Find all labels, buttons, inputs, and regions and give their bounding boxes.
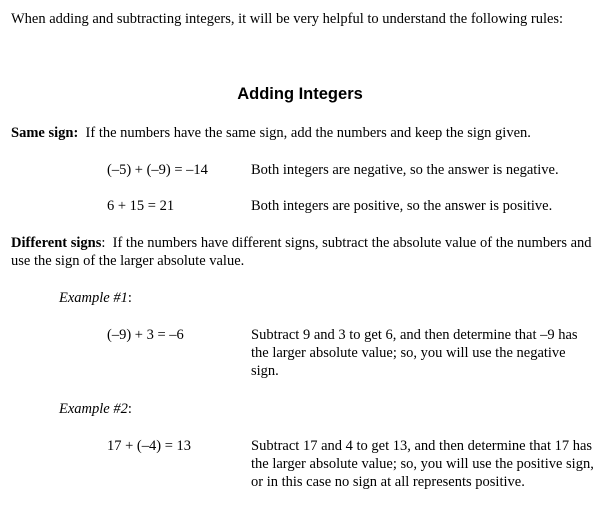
- example-2-explanation: Subtract 17 and 4 to get 13, and then determine that 17 has the larger absolute value; so, you will use the positive sign, or in this case no sign at all represents positive.: [251, 438, 594, 490]
- same-sign-explanation-2: Both integers are positive, so the answer is positive.: [251, 198, 553, 214]
- example-2-label: Example #2:: [59, 401, 132, 417]
- different-signs-rule: Different signs: If the numbers have different signs, subtract the absolute value of the numbers and use the sign of the larger absolute value.: [11, 235, 592, 269]
- different-signs-label: Different signs: [11, 235, 102, 251]
- same-sign-rule: [11, 124, 601, 142]
- same-sign-equation-1: (–5) + (–9) = –14: [107, 162, 208, 178]
- example-1-equation: (–9) + 3 = –6: [107, 327, 184, 343]
- section-heading: Adding Integers: [237, 85, 363, 103]
- intro-paragraph: When adding and subtracting integers, it will be very helpful to understand the following rules:: [11, 11, 564, 27]
- same-sign-text: If the numbers have the same sign, add the numbers and keep the sign given.: [85, 125, 531, 141]
- different-signs-text: If the numbers have different signs, subtract the absolute value of the numbers and use the sign of the larger absolute value.: [11, 235, 592, 269]
- example-1-explanation: Subtract 9 and 3 to get 6, and then determine that –9 has the larger absolute value; so, you will use the negative sign.: [251, 327, 578, 379]
- same-sign-equation-2: 6 + 15 = 21: [107, 198, 175, 214]
- example-2-equation: 17 + (–4) = 13: [107, 438, 192, 454]
- same-sign-explanation-1: Both integers are negative, so the answer is negative.: [251, 162, 559, 178]
- example-1-label: Example #1:: [59, 290, 132, 306]
- same-sign-label: Same sign:: [11, 125, 79, 141]
